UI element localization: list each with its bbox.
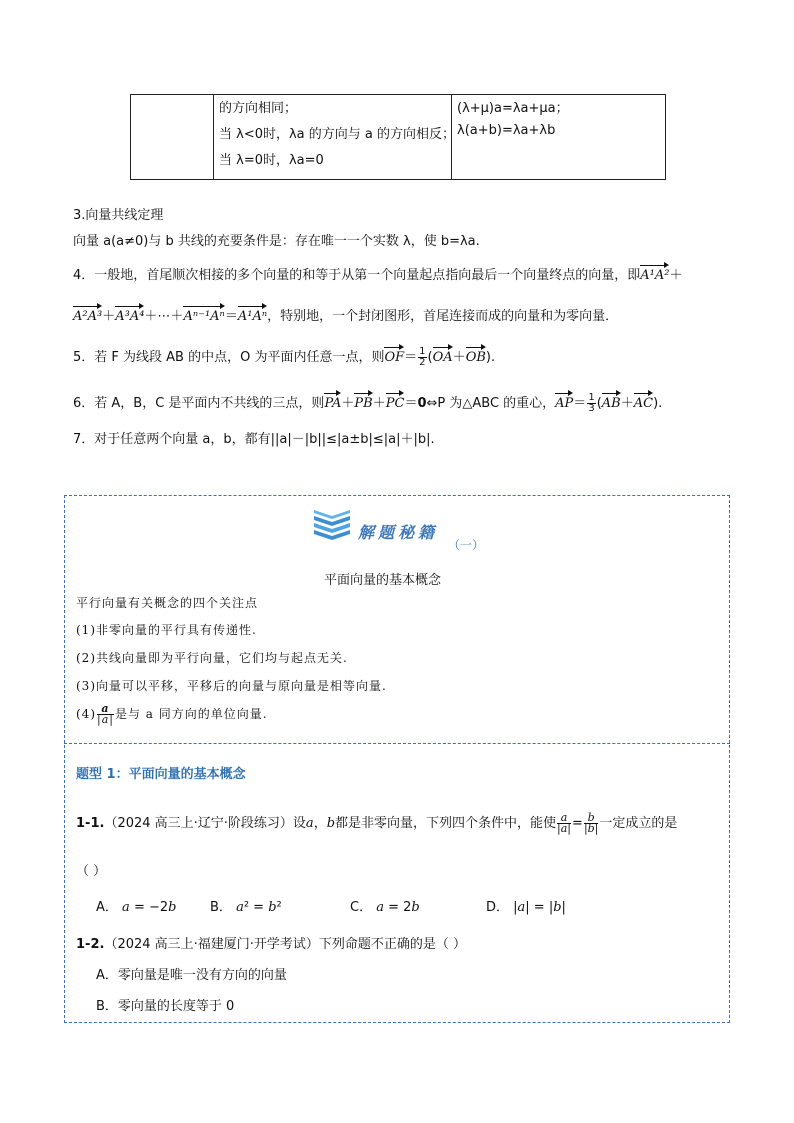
note-3: (3)向量可以平移，平移后的向量与原向量是相等向量. [76, 679, 387, 693]
note-4-prefix: (4) [76, 707, 96, 721]
note-title: 平行向量有关概念的四个关注点 [76, 596, 259, 610]
question-1-1-paren: （ ） [76, 864, 107, 879]
section-5-text: 5．若 F 为线段 AB 的中点，O 为平面内任意一点，则 [73, 350, 385, 365]
table-line: 当 λ<0时，λa 的方向与 a 的方向相反； [219, 127, 456, 142]
table-line: λ(a+b)=λa+λb [457, 123, 556, 138]
section-6-mid: ⇔P 为△ABC 的重心， [426, 396, 556, 411]
vector-a1an: A¹Aⁿ [237, 309, 268, 324]
question-1-2 [76, 933, 466, 952]
vector-ac: AC [633, 396, 654, 411]
option-c[interactable]: C． a = 2b [350, 900, 420, 915]
table-cell-empty [131, 95, 214, 179]
section-6-head: 6．若 A，B，C 是平面内不共线的三点，则 [73, 396, 325, 411]
section-4-line1: 4．一般地，首尾顺次相接的多个向量的和等于从第一个向量起点指向最后一个向量终点的向量，即A¹A²＋ [73, 268, 683, 283]
vector-ab: AB [601, 396, 621, 411]
question-label: 1-1. [76, 816, 105, 831]
vector-a2a3: A²A³ [73, 309, 103, 324]
vector-pa: PA [324, 396, 342, 411]
fraction-a-over-norm-a: $\frac{a}{|a|}$ [97, 702, 114, 726]
fraction-a-unit: $\frac{a}{|a|}$ [557, 811, 572, 835]
vector-ap: AP [555, 396, 574, 411]
option-d[interactable]: D． |a| = |b| [486, 900, 566, 915]
question-label: 1-2. [76, 937, 105, 952]
vector-a1a2: A¹A² [640, 268, 670, 283]
note-4 [76, 704, 268, 725]
table-line: 的方向相同； [219, 101, 298, 116]
vector-pb: PB [354, 396, 373, 411]
question-text: （2024 高三上·辽宁·阶段练习）设 [104, 816, 306, 831]
option-b[interactable]: B．零向量的长度等于 0 [96, 999, 235, 1014]
vector-of: OF [384, 350, 405, 365]
question-1-1: 1-1.（2024 高三上·辽宁·阶段练习）设a，b都是非零向量，下列四个条件中，能使 $\frac{a}{|a|}$ = $\frac{b}{|b|}$ 一定成立的是 [76, 811, 678, 835]
box-divider [64, 743, 730, 744]
section-3-title: 3.向量共线定理 [73, 208, 164, 223]
section-4-text: 4．一般地，首尾顺次相接的多个向量的和等于从第一个向量起点指向最后一个向量终点的向量，即 [73, 268, 641, 283]
table-line: (λ+μ)a=λa+μa； [457, 101, 569, 116]
section-5: 5．若 F 为线段 AB 的中点，O 为平面内任意一点，则OF＝ $\frac{1}{2}$ (OA＋OB). [73, 346, 496, 368]
option-b[interactable]: B． a² = b² [210, 900, 282, 915]
vector-ob: OB [465, 350, 486, 365]
table-cell-direction-rules [213, 95, 456, 179]
question-text-tail: 一定成立的是 [599, 816, 678, 831]
note-1: (1)非零向量的平行具有传递性. [76, 623, 257, 637]
banner-subtitle: （一） [448, 538, 485, 552]
question-text-mid: 都是非零向量，下列四个条件中，能使 [335, 816, 557, 831]
formula-table [130, 94, 666, 180]
banner-title: 解题秘籍 [358, 523, 439, 542]
fraction-b-unit: $\frac{b}{|b|}$ [583, 811, 599, 835]
books-icon [312, 508, 352, 544]
vector-an-1an: Aⁿ⁻¹Aⁿ [183, 309, 225, 324]
option-a[interactable]: A． a = −2b [96, 900, 177, 915]
section-7: 7．对于任意两个向量 a，b，都有||a|－|b||≤|a±b|≤|a|＋|b|. [73, 432, 435, 447]
section-4-tail: ，特别地，一个封闭图形，首尾连接而成的向量和为零向量． [267, 309, 619, 324]
table-line: 当 λ=0时，λa=0 [219, 153, 324, 168]
option-a[interactable]: A．零向量是唯一没有方向的向量 [96, 968, 287, 983]
table-cell-laws [451, 95, 664, 179]
vector-pc: PC [385, 396, 405, 411]
vector-oa: OA [432, 350, 453, 365]
note-4-text: 是与 a 同方向的单位向量. [114, 707, 268, 721]
box-heading: 平面向量的基本概念 [324, 573, 442, 588]
fraction-half: $\frac{1}{2}$ [419, 346, 426, 368]
vector-a3a4: A³A⁴ [115, 309, 145, 324]
question-text: （2024 高三上·福建厦门·开学考试）下列命题不正确的是（ ） [104, 937, 467, 952]
section-3-body: 向量 a(a≠0)与 b 共线的充要条件是：存在唯一一个实数 λ，使 b=λa. [73, 234, 480, 249]
section-6: 6．若 A，B，C 是平面内不共线的三点，则PA＋PB＋PC＝0⇔P 为△ABC 的重心，AP＝ $\frac{1}{3}$ (AB＋AC). [73, 392, 663, 414]
note-2: (2)共线向量即为平行向量，它们均与起点无关. [76, 651, 348, 665]
section-4-line2: A²A³＋A³A⁴＋⋯＋Aⁿ⁻¹Aⁿ＝A¹Aⁿ，特别地，一个封闭图形，首尾连接而成的向量和为零向量． [73, 309, 619, 324]
question-type-title: 题型 1：平面向量的基本概念 [76, 767, 246, 782]
fraction-third: $\frac{1}{3}$ [588, 392, 595, 414]
